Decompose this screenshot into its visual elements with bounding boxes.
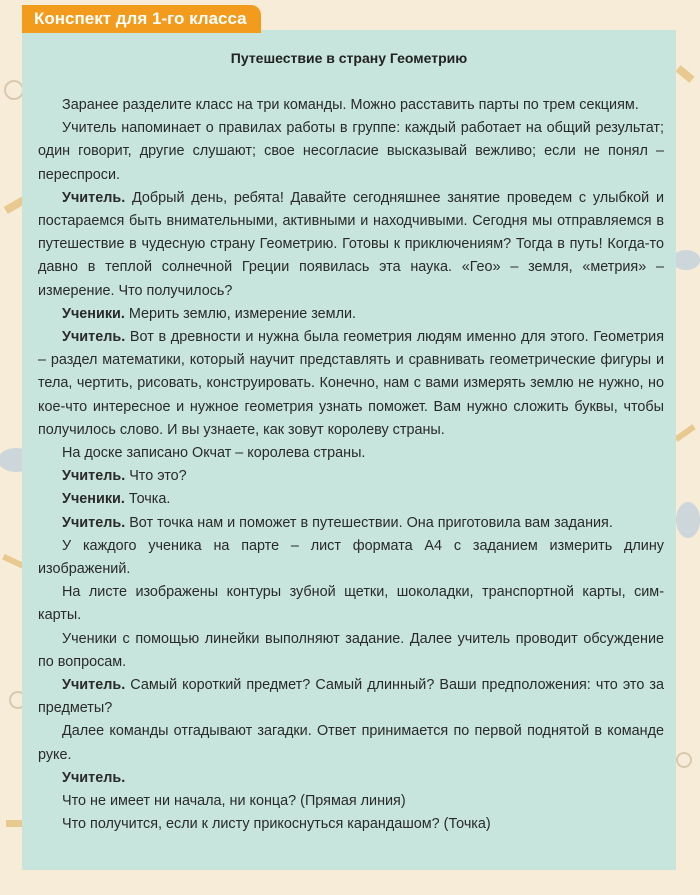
paragraph — [38, 117, 664, 187]
paragraph-text: Что это? — [129, 468, 187, 485]
paragraph — [38, 674, 664, 720]
paragraph-text: Вот в древности и нужна была геометрия людям именно для этого. Геометрия – раздел математики, который научит представлять и сравнивать геометрические фигуры и тела, чертить, рисовать, конструировать. Конечно, нам с вами измерять землю не нужно, но кое-что интересное и нужное геометрия узнать поможет. Вам нужно сложить буквы, чтобы получилось слово. И вы узнаете, как зовут королеву страны. — [38, 329, 665, 438]
paragraph — [38, 813, 664, 836]
article-title: Путешествие в страну Геометрию — [230, 50, 468, 66]
paragraph-text: Учитель напоминает о правилах работы в группе: каждый работает на общий результат; один говорит, другие слушают; свое несогласие высказывай вежливо; если не понял – переспроси. — [38, 120, 664, 183]
paragraph-text: У каждого ученика на парте – лист формата А4 с заданием измерить длину изображений. — [38, 537, 664, 578]
article-body — [38, 94, 664, 837]
paragraph-text: На листе изображены контуры зубной щетки, шоколадки, транспортной карты, сим-карты. — [38, 584, 664, 624]
paragraph — [38, 94, 664, 117]
lesson-card — [22, 30, 676, 870]
paragraph — [38, 326, 664, 442]
section-tag: Конспект для 1-го класса — [22, 5, 261, 33]
paragraph-text: Точка. — [128, 491, 171, 508]
speaker-label: Ученики. — [62, 305, 125, 322]
paragraph-text: Ученики с помощью линейки выполняют задание. Далее учитель проводит обсуждение по вопросам. — [38, 630, 664, 670]
speaker-label: Учитель. — [62, 514, 126, 531]
paragraph — [38, 767, 664, 790]
paragraph — [38, 535, 664, 581]
paragraph-text: Далее команды отгадывают загадки. Ответ принимается по первой поднятой в команде руке. — [38, 723, 664, 763]
speaker-label: Учитель. — [62, 677, 126, 694]
paragraph-text: Вот точка нам и поможет в путешествии. Она приготовила вам задания. — [129, 514, 613, 531]
paragraph-text: Заранее разделите класс на три команды. Можно расставить парты по трем секциям. — [62, 97, 639, 113]
speaker-label: Учитель. — [62, 468, 126, 485]
paragraph-text: Мерить землю, измерение земли. — [128, 305, 357, 322]
paragraph-text: На доске записано Окчат – королева страны. — [62, 445, 366, 462]
paragraph-text: Что получится, если к листу прикоснуться карандашом? (Точка) — [62, 816, 491, 833]
paragraph — [38, 790, 664, 813]
paragraph — [38, 720, 664, 766]
paragraph — [38, 442, 664, 465]
paragraph-text: Что не имеет ни начала, ни конца? (Прямая линия) — [62, 793, 406, 810]
speaker-label: Учитель. — [62, 189, 126, 206]
speaker-label: Ученики. — [62, 491, 125, 508]
paragraph — [38, 512, 664, 535]
paragraph-text: Добрый день, ребята! Давайте сегодняшнее занятие проведем с улыбкой и постараемся быть внимательными, активными и находчивыми. Сегодня мы отправляемся в путешествие в чудесную страну Геометрию. Готовы к приключениям? Тогда в путь! Когда-то давно в теплой солнечной Греции появилась эта наука. «Гео» – земля, «метрия» – измерение. Что получилось? — [38, 189, 664, 299]
paragraph — [38, 628, 664, 674]
speaker-label: Учитель. — [62, 769, 126, 786]
speaker-label: Учитель. — [62, 329, 126, 346]
paragraph — [38, 488, 664, 511]
paragraph — [38, 187, 664, 303]
paragraph — [38, 303, 664, 326]
paragraph-text: Самый короткий предмет? Самый длинный? Ваши предположения: что это за предметы? — [38, 677, 664, 717]
paragraph — [38, 465, 664, 488]
paragraph — [38, 581, 664, 627]
